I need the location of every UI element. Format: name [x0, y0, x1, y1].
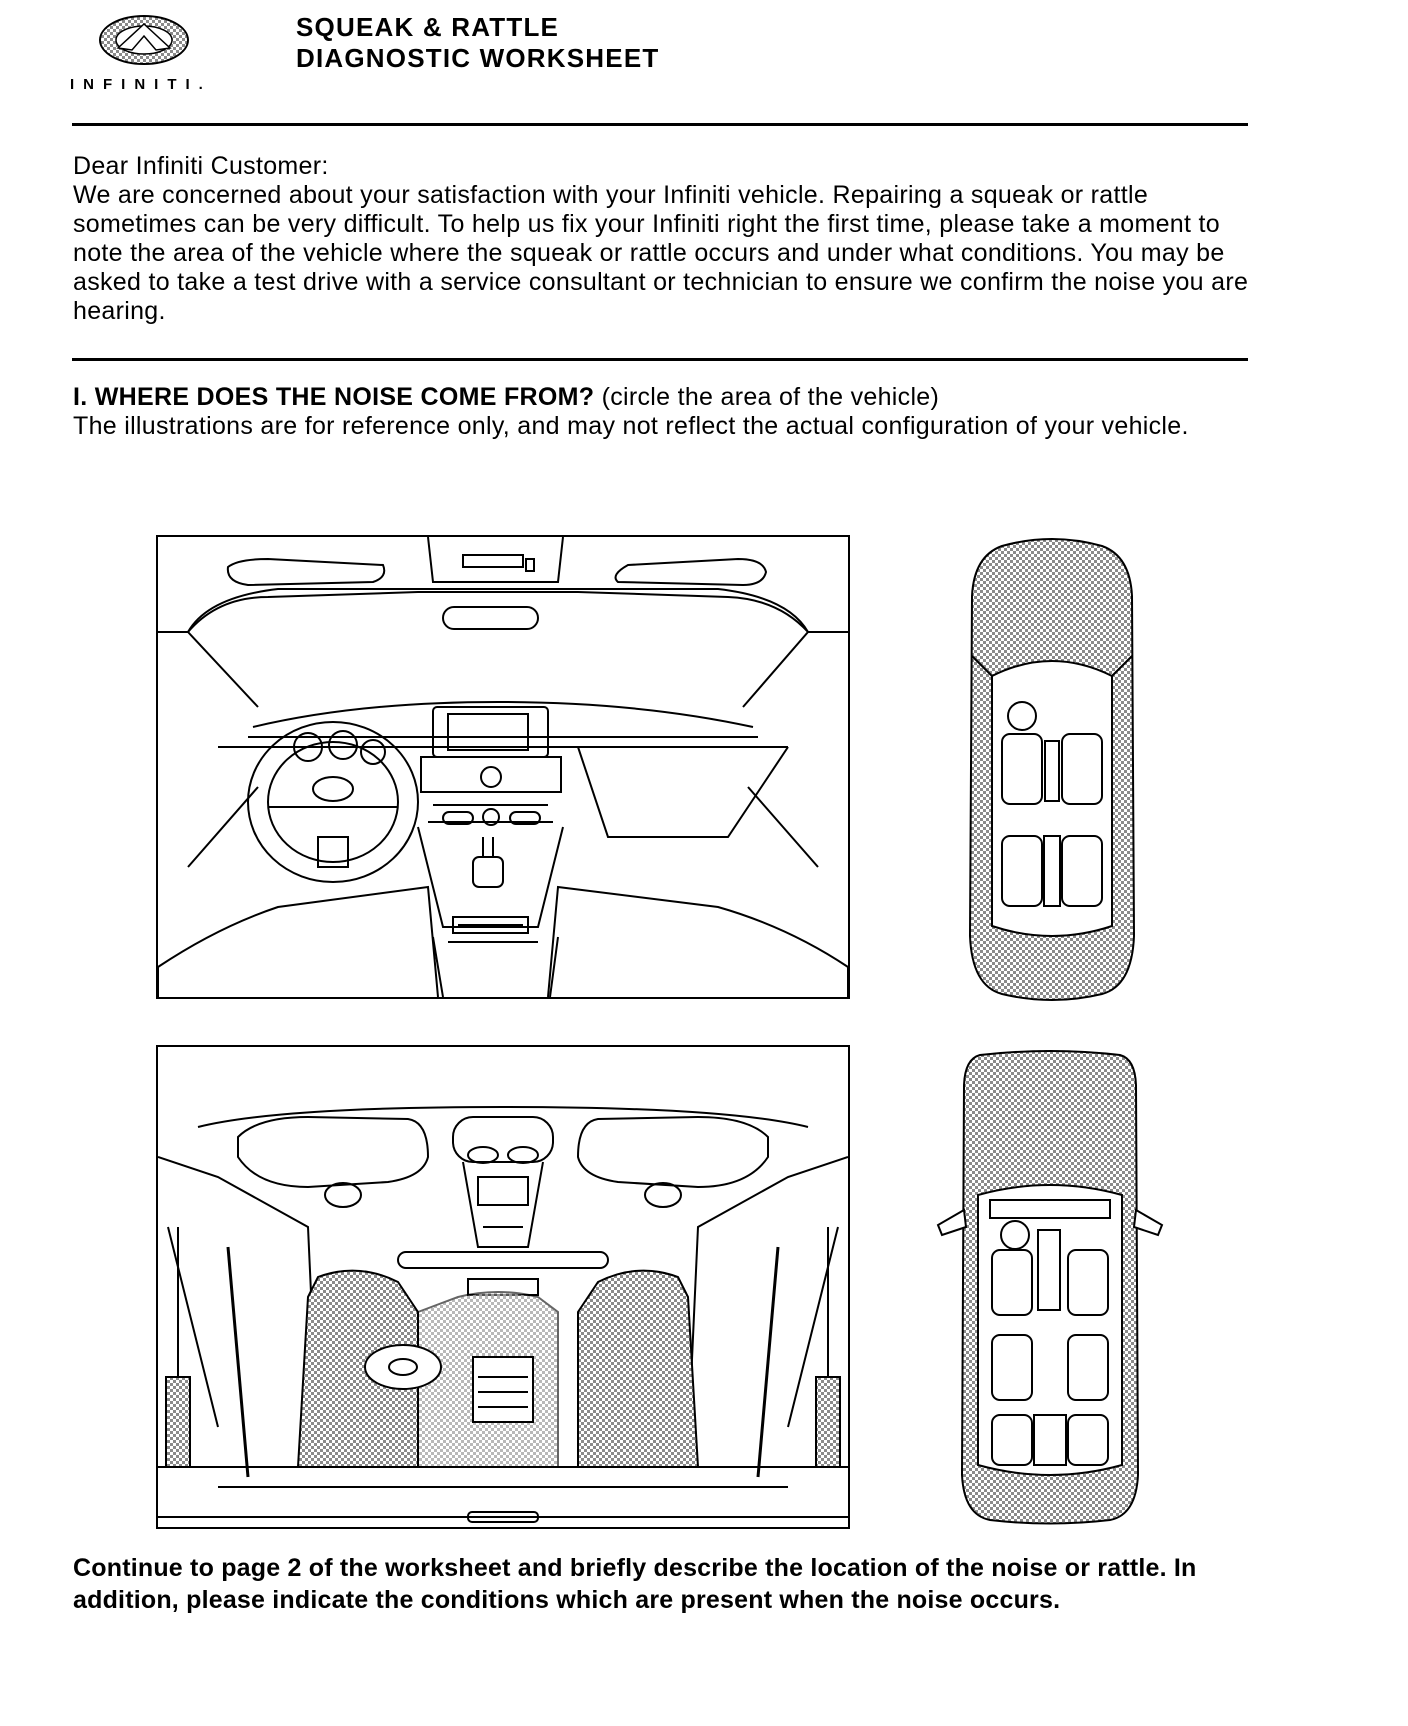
top-view-sedan-illustration[interactable]	[962, 536, 1142, 1002]
letter-body: We are concerned about your satisfaction with your Infiniti vehicle. Repairing a squeak or rattle sometimes can be very difficult. To help us fix your Infiniti right the first time, please take a moment to note the area of the vehicle where the squeak or rattle occurs and under what conditions. You may be asked to take a test drive with a service consultant or technician to ensure we confirm the noise you are hearing.	[73, 181, 1249, 325]
footer-instructions: Continue to page 2 of the worksheet and briefly describe the location of the noise or rattle. In addition, please indicate the conditions which are present when the noise occurs.	[73, 1554, 1197, 1614]
customer-letter	[73, 152, 1253, 326]
top-view-suv-illustration[interactable]	[930, 1045, 1170, 1525]
section-heading: I. WHERE DOES THE NOISE COME FROM?	[73, 383, 595, 411]
page-title	[296, 12, 659, 74]
section-heading-note: (circle the area of the vehicle)	[601, 383, 940, 411]
letter-salutation: Dear Infiniti Customer:	[73, 152, 329, 180]
front-interior-illustration[interactable]	[156, 535, 850, 999]
rear-interior-illustration[interactable]	[156, 1045, 850, 1529]
section-description: The illustrations are for reference only, and may not reflect the actual configuration of your vehicle.	[73, 412, 1189, 440]
title-line-2: DIAGNOSTIC WORKSHEET	[296, 43, 660, 73]
divider-top	[72, 123, 1248, 126]
infiniti-emblem-icon	[98, 14, 190, 68]
divider-middle	[72, 358, 1248, 361]
brand-wordmark: INFINITI.	[70, 76, 212, 93]
infiniti-logo	[70, 14, 250, 104]
title-line-1: SQUEAK & RATTLE	[296, 12, 560, 42]
section-noise-location	[73, 383, 1253, 441]
